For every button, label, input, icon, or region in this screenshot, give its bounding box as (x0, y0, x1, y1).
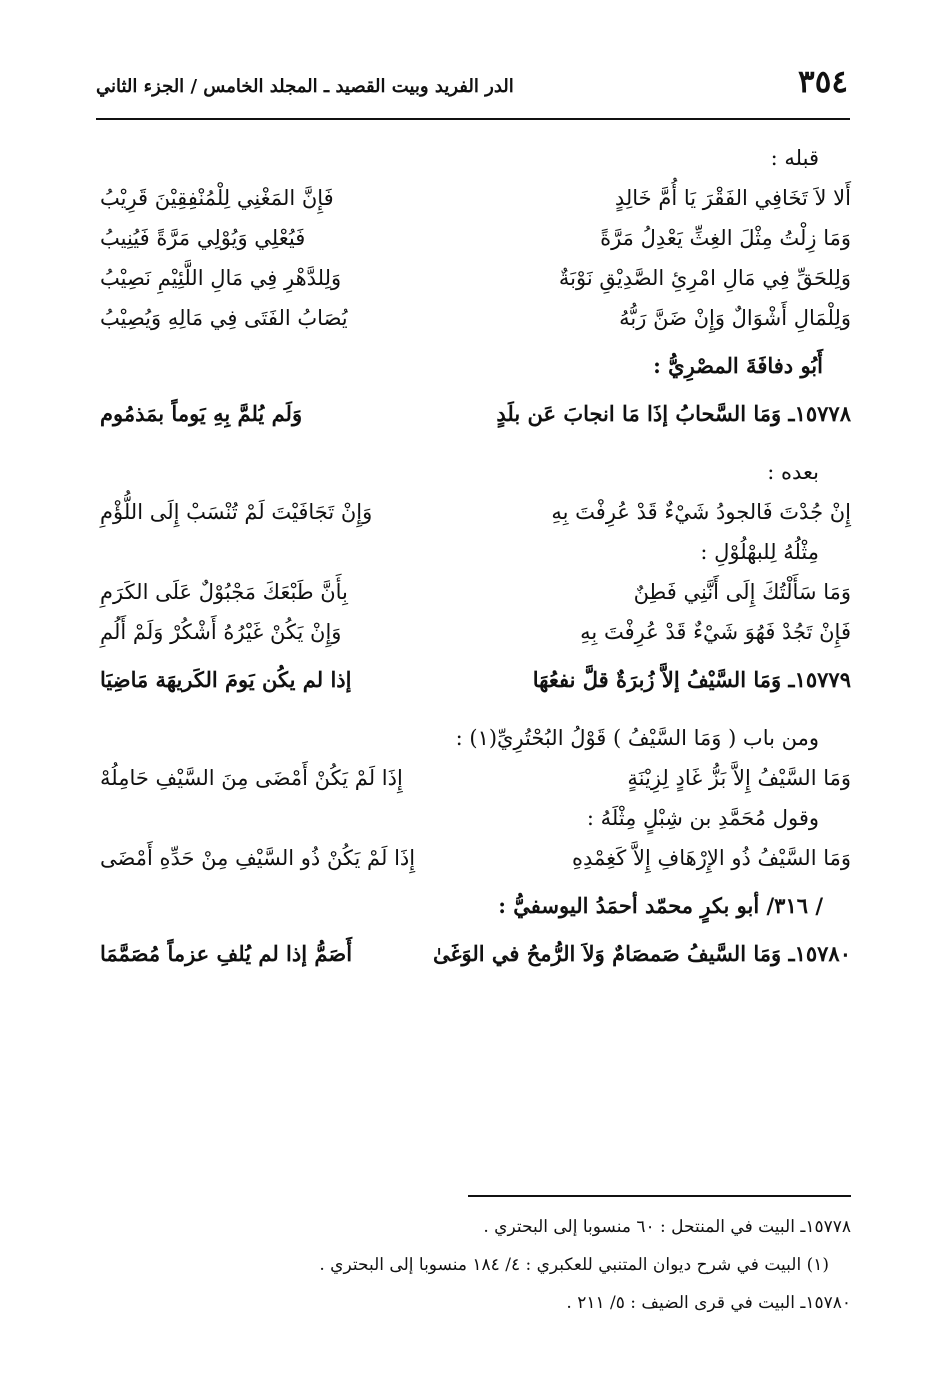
main-verse-line (100, 934, 851, 974)
main-verse-line (100, 660, 851, 700)
verse-line (100, 178, 851, 218)
second-hemistich: وَإِنْ تَجَافَيْتَ لَمْ تُنْسَبْ إِلَى اللُّؤْمِ (100, 500, 373, 524)
verse-line (100, 258, 851, 298)
footnote: (١) البيت في شرح ديوان المتنبي للعكبري : ٤/ ١٨٤ منسوبا إلى البحتري . (319, 1255, 829, 1275)
second-hemistich: وَإِنْ يَكُنْ غَيْرُهُ أَشْكُرْ وَلَمْ أَلُمِ (100, 620, 342, 644)
second-hemistich: وَلِلدَّهْرِ فِي مَالِ اللَّئِيْمِ نَصِيْبُ (100, 266, 342, 290)
first-hemistich: وَمَا سَأَلْتُكَ إِلَى أَنَّنِي فَطِنٌ (633, 580, 851, 604)
first-hemistich: فَإِنْ تَجُدْ فَهُوَ شَيْءٌ قَدْ عُرِفْتَ بِهِ (580, 620, 851, 644)
page-number: ٣٥٤ (798, 64, 848, 100)
running-title: الدر الفريد وبيت القصيد ـ المجلد الخامس / الجزء الثاني (96, 76, 514, 97)
intro-text: وقول مُحَمَّدِ بن شِبْلٍ مِثْلَهُ : (586, 806, 819, 830)
second-hemistich: إذا لم يكُن يَومَ الكَريهَة مَاضِيَا (100, 667, 352, 692)
poem-body (100, 138, 851, 974)
verse-line (100, 298, 851, 338)
verse-line (100, 838, 851, 878)
second-hemistich: فَيُعْلِي وَيُوْلِي مَرَّةً فَيُنِيبُ (100, 226, 306, 250)
footnote-divider (468, 1195, 851, 1197)
second-hemistich: وَلَم يُلمَّ بِهِ يَوماً بمَذمُوم (100, 401, 303, 426)
second-hemistich: إِذَا لَمْ يَكُنْ أَمْضَى مِنَ السَّيْفِ حَامِلُهْ (100, 766, 403, 790)
first-hemistich: وَمَا زِلْتُ مِثْلَ الغِثِّ يَعْدِلُ مَرَّةً (600, 226, 851, 250)
first-hemistich: ١٥٧٨٠ـ وَمَا السَّيفُ صَمصَامٌ وَلاَ الرُّمحُ في الوَغَىٰ (433, 941, 851, 966)
footnote: ١٥٧٨٠ـ البيت في قرى الضيف : ٥/ ٢١١ . (566, 1293, 851, 1313)
first-hemistich: وَمَا السَّيْفُ إِلاَّ بَزُّ غَادٍ لِزِيْنَةٍ (627, 766, 851, 790)
first-hemistich: ١٥٧٧٩ـ وَمَا السَّيْفُ إلاَّ زُبرَةٌ قلَّ نفعُهَا (532, 667, 851, 692)
first-hemistich: وَلِلْمَالِ أَشْوَالٌ وَإِنْ ضَنَّ رَبُّهُ (619, 306, 851, 330)
first-hemistich: إِنْ جُدْتَ فَالجودُ شَيْءٌ قَدْ عُرِفْتَ بِهِ (551, 500, 851, 524)
footnote: ١٥٧٧٨ـ البيت في المنتحل : ٦٠ منسوبا إلى البحتري . (483, 1217, 851, 1237)
first-hemistich: وَلِلحَقِّ فِي مَالِ امْرِئِ الصَّدِيْقِ نَوْبَةٌ (558, 266, 851, 290)
verse-line (100, 492, 851, 532)
second-hemistich: بِأَنَّ طَبْعَكَ مَجْبُوْلٌ عَلَى الكَرَمِ (100, 580, 348, 604)
intro-text: قبله : (770, 146, 819, 170)
second-hemistich: أَصَمُّ إذا لم يُلفِ عزماً مُصَمَّمَا (100, 941, 353, 966)
main-verse-line (100, 394, 851, 434)
verse-line (100, 758, 851, 798)
intro-text: ومن باب ( وَمَا السَّيْفُ ) قَوْلُ البُحْتُرِيِّ(١) : (455, 726, 819, 750)
verse-line (100, 612, 851, 652)
second-hemistich: إِذَا لَمْ يَكُنْ ذُو السَّيْفِ مِنْ حَدِّهِ أَمْضَى (100, 846, 416, 870)
poet-heading: أَبُو دفافَةَ المصْرِيُّ : (653, 353, 823, 378)
second-hemistich: يُصَابُ الفَتَى فِي مَالِهِ وَيُصِيْبُ (100, 306, 348, 330)
footnotes (100, 1208, 851, 1322)
first-hemistich: وَمَا السَّيْفُ ذُو الإِرْهَافِ إِلاَّ كَغِمْدِهِ (572, 846, 851, 870)
first-hemistich: أَلا لاَ تَخَافِي الفَقْرَ يَا أُمَّ خَالِدٍ (614, 186, 851, 210)
page-header (96, 62, 850, 120)
intro-text: بعده : (767, 460, 819, 484)
second-hemistich: فَإِنَّ المَغْنِي لِلْمُنْفِقِيْنَ قَرِيْبُ (100, 186, 334, 210)
poet-heading: / ٣١٦/ أبو بكرٍ محمّد أحمَدُ اليوسفيُّ : (498, 893, 823, 918)
first-hemistich: ١٥٧٧٨ـ وَمَا السَّحابُ إذَا مَا انجابَ عَن بلَدٍ (496, 401, 851, 426)
verse-line (100, 572, 851, 612)
intro-text: مِثْلُهُ لِلبهْلُوْلِ : (700, 540, 819, 564)
verse-line (100, 218, 851, 258)
